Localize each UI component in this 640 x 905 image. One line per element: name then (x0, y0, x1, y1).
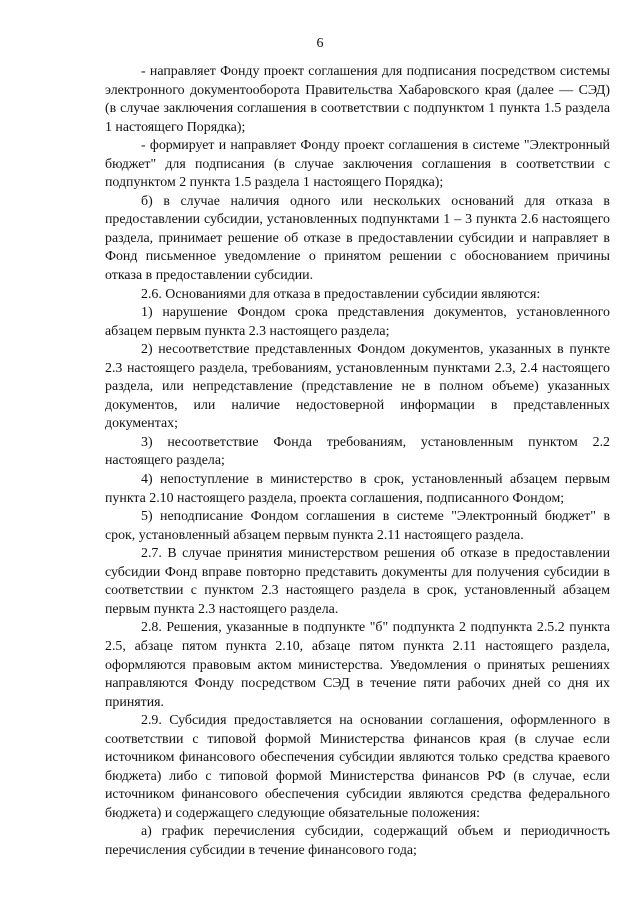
paragraph-sed-send: - направляет Фонду проект соглашения для подписания посредством системы электронного документооборота Правительства Хабаровского края (далее — СЭД) (в случае заключения соглашения в соответствии с подпунктом 1 пункта 1.5 раздела 1 настоящего Порядка); (105, 64, 610, 135)
paragraph-2-6-item-3: 3) несоответствие Фонда требованиям, установленным пунктом 2.2 настоящего раздела; (105, 434, 610, 469)
paragraph-2-6-item-2: 2) несоответствие представленных Фондом документов, указанных в пункте 2.3 настоящего раздела, требованиям, установленным пунктами 2.3, 2.4 настоящего раздела, или непредставление (представление не в полном объеме) указанных документов, или наличие недостоверной информации в представленных документах; (105, 342, 610, 432)
paragraph-2-6-item-1: 1) нарушение Фондом срока представления документов, установленного абзацем первым пункта 2.3 настоящего раздела; (105, 305, 610, 339)
paragraph-electronic-budget-send: - формирует и направляет Фонду проект соглашения в системе "Электронный бюджет" для подписания (в случае заключения соглашения в соответствии с подпунктом 2 пункта 1.5 раздела 1 настоящего Порядка); (105, 138, 610, 191)
paragraph-2-8: 2.8. Решения, указанные в подпункте "б" подпункта 2 подпункта 2.5.2 пункта 2.5, абзаце пятом пункта 2.10, абзаце пятом пункта 2.11 настоящего раздела, оформляются правовым актом министерства. Уведомления о принятых решениях направляются Фонду посредством СЭД в течение пяти рабочих дней со дня их принятия. (105, 620, 610, 710)
paragraph-2-6-item-5: 5) неподписание Фондом соглашения в системе "Электронный бюджет" в срок, установленный абзацем первым пункта 2.11 настоящего раздела. (105, 509, 610, 543)
paragraph-2-9-item-a: а) график перечисления субсидии, содержащий объем и периодичность перечисления субсидии в течение финансового года; (105, 824, 610, 858)
paragraph-refusal-decision: б) в случае наличия одного или нескольких оснований для отказа в предоставлении субсидии, установленных подпунктами 1 – 3 пункта 2.6 настоящего раздела, принимает решение об отказе в предоставлении субсидии и направляет в Фонд письменное уведомление о принятом решении с обоснованием причины отказа в предоставлении субсидии. (105, 193, 610, 284)
paragraph-2-6-heading: 2.6. Основаниями для отказа в предоставлении субсидии являются: (141, 286, 541, 302)
document-body (105, 63, 610, 861)
page-number: 6 (316, 36, 324, 51)
paragraph-2-7: 2.7. В случае принятия министерством решения об отказе в предоставлении субсидии Фонд вправе повторно представить документы для получения субсидии в соответствии с пунктом 2.3 настоящего раздела в срок, установленный абзацем первым пункта 2.3 настоящего раздела. (105, 546, 610, 617)
paragraph-2-6-item-4: 4) непоступление в министерство в срок, установленный абзацем первым пункта 2.10 настоящего раздела, проекта соглашения, подписанного Фондом; (105, 472, 610, 506)
paragraph-2-9: 2.9. Субсидия предоставляется на основании соглашения, оформленного в соответствии с типовой формой Министерства финансов края (в случае если источником финансового обеспечения субсидии являются только средства краевого бюджета) либо с типовой формой Министерства финансов РФ (в случае, если источником финансового обеспечения субсидии являются средства федерального бюджета) и содержащего следующие обязательные положения: (105, 713, 610, 821)
